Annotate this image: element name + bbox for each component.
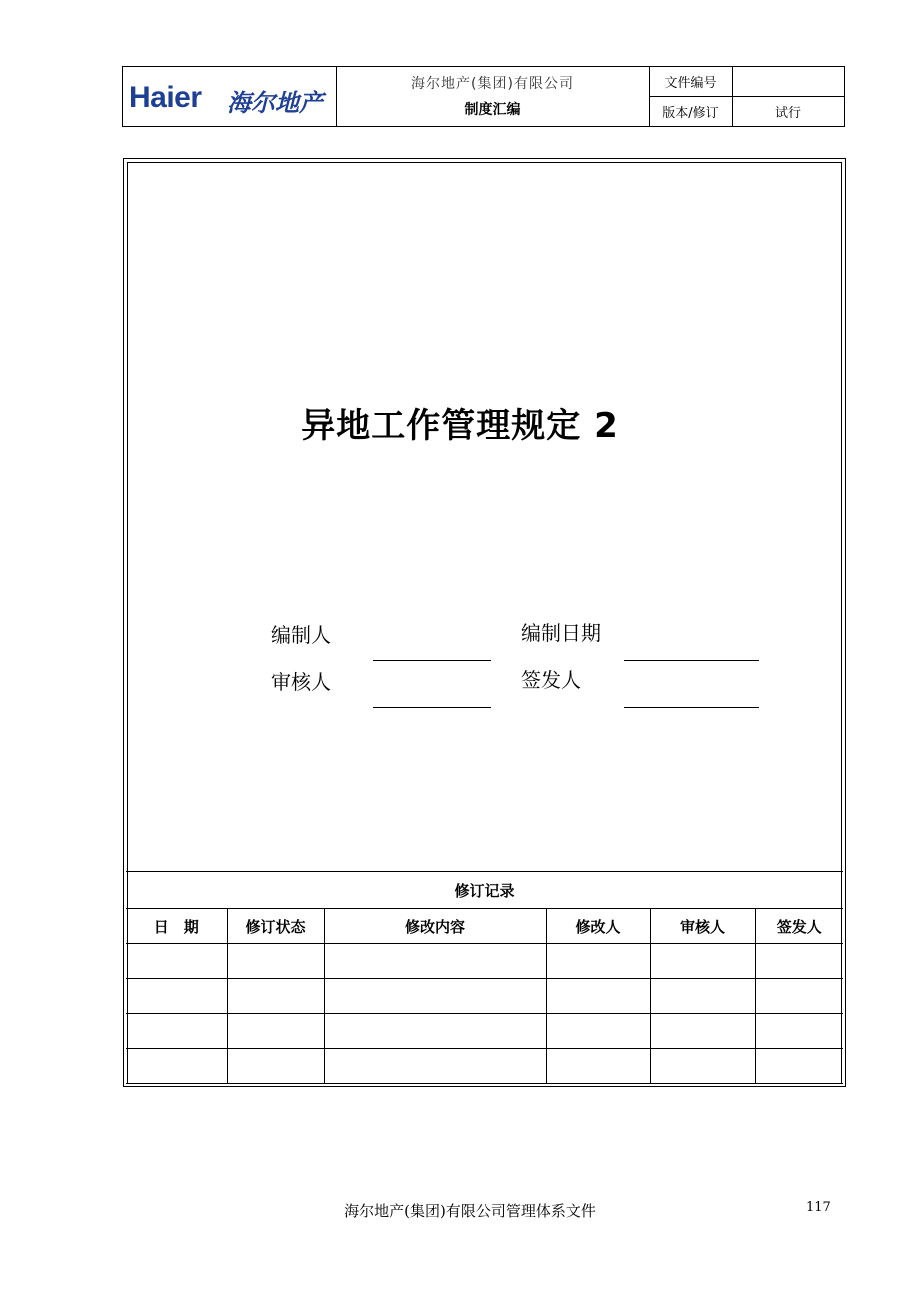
table-cell [755, 1049, 843, 1084]
header-issuer: 签发人 [755, 909, 843, 944]
file-no-value [732, 67, 844, 97]
table-cell [126, 1014, 227, 1049]
issued-by-line [624, 707, 759, 708]
table-cell [324, 1049, 546, 1084]
table-cell [755, 1014, 843, 1049]
document-header [122, 66, 845, 127]
table-row [126, 1014, 843, 1049]
table-cell [324, 1014, 546, 1049]
file-no-label: 文件编号 [649, 67, 733, 97]
document-title: 异地工作管理规定 2 [301, 406, 619, 446]
header-content: 修改内容 [324, 909, 546, 944]
version-label: 版本/修订 [649, 97, 733, 126]
company-cell [336, 67, 650, 126]
table-cell [650, 1049, 755, 1084]
table-row [126, 944, 843, 979]
table-row [126, 1049, 843, 1084]
header-status: 修订状态 [227, 909, 324, 944]
prepared-date-line [624, 660, 759, 661]
revision-table [126, 908, 843, 1084]
table-cell [227, 944, 324, 979]
table-cell [227, 1014, 324, 1049]
revision-title: 修订记录 [454, 881, 515, 900]
table-cell [546, 944, 650, 979]
table-cell [227, 979, 324, 1014]
header-date: 日 期 [126, 909, 227, 944]
revision-header-row [126, 909, 843, 944]
header-reviewer: 审核人 [650, 909, 755, 944]
table-cell [546, 1049, 650, 1084]
table-cell [126, 979, 227, 1014]
version-value: 试行 [774, 106, 801, 121]
company-name: 海尔地产(集团)有限公司 [411, 76, 574, 92]
header-modifier: 修改人 [546, 909, 650, 944]
table-cell [650, 1014, 755, 1049]
issued-by-label: 签发人 [521, 668, 581, 692]
table-cell [324, 979, 546, 1014]
table-row [126, 979, 843, 1014]
prepared-by-label: 编制人 [271, 623, 331, 647]
table-cell [650, 944, 755, 979]
prepared-date-label: 编制日期 [521, 621, 601, 645]
table-cell [126, 944, 227, 979]
document-category: 制度汇编 [464, 102, 521, 118]
footer-text: 海尔地产(集团)有限公司管理体系文件 [344, 1202, 596, 1220]
table-cell [755, 979, 843, 1014]
table-cell [650, 979, 755, 1014]
table-cell [324, 944, 546, 979]
table-cell [126, 1049, 227, 1084]
haier-logo: Haier [129, 81, 202, 114]
reviewed-by-line [373, 707, 491, 708]
page-number: 117 [806, 1200, 831, 1215]
table-cell [546, 1014, 650, 1049]
table-cell [227, 1049, 324, 1084]
reviewed-by-label: 审核人 [271, 670, 331, 694]
prepared-by-line [373, 660, 491, 661]
logo-cell [123, 67, 337, 126]
haier-logo-cn: 海尔地产 [227, 88, 323, 117]
table-cell [546, 979, 650, 1014]
table-cell [755, 944, 843, 979]
